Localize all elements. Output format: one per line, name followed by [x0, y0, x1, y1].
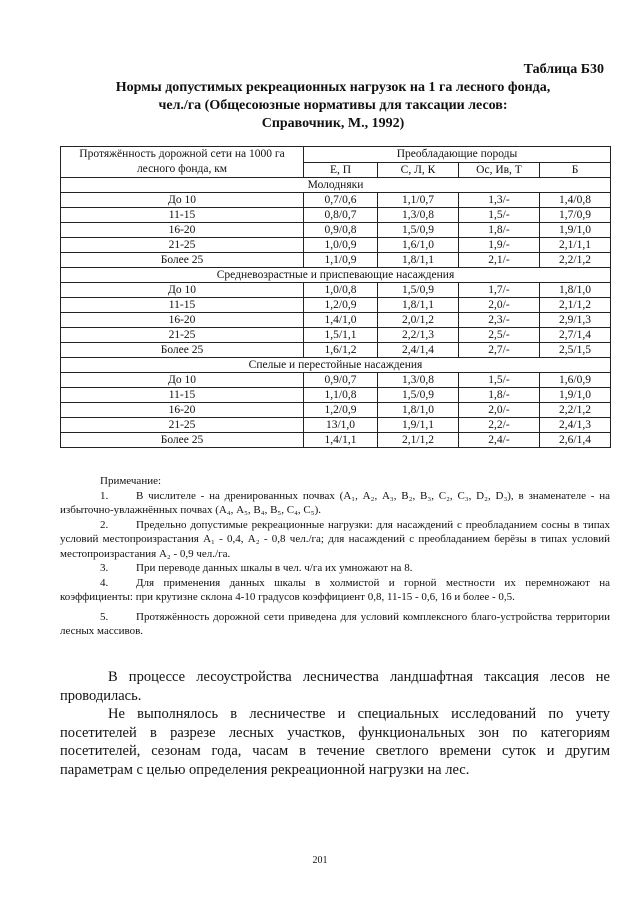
- species-header: Ос, Ив, Т: [459, 162, 540, 178]
- table-row: [61, 388, 611, 403]
- road-network-header: Протяжённость дорожной сети на 1000 га лесного фонда, км: [61, 147, 304, 178]
- load-value-cell: 1,4/1,0: [304, 313, 378, 328]
- road-density-cell: 11-15: [61, 388, 304, 403]
- load-value-cell: 1,6/0,9: [540, 373, 611, 388]
- load-value-cell: 1,6/1,0: [378, 238, 459, 253]
- load-value-cell: 2,5/1,5: [540, 343, 611, 358]
- load-value-cell: 1,6/1,2: [304, 343, 378, 358]
- load-value-cell: 1,1/0,9: [304, 253, 378, 268]
- load-value-cell: 1,9/1,0: [540, 223, 611, 238]
- table-row: [61, 418, 611, 433]
- road-density-cell: 16-20: [61, 403, 304, 418]
- note-text: Для применения данных шкалы в холмистой и горной местности их перемножают на коэффициенты: при крутизне склона 4-10 градусов коэффициент 0,8, 11-15 - 0,6, 16 и более - 0,5.: [60, 576, 610, 603]
- table-title: [108, 79, 558, 133]
- road-density-cell: Более 25: [61, 433, 304, 448]
- load-value-cell: 1,8/-: [459, 223, 540, 238]
- road-density-cell: Более 25: [61, 343, 304, 358]
- load-value-cell: 1,7/0,9: [540, 208, 611, 223]
- note-block: [60, 474, 610, 639]
- road-density-cell: До 10: [61, 193, 304, 208]
- load-value-cell: 1,8/-: [459, 388, 540, 403]
- page-number: 201: [312, 855, 328, 866]
- load-value-cell: 2,0/-: [459, 403, 540, 418]
- table-row: [61, 223, 611, 238]
- note-text: В числителе - на дренированных почвах (А₁, А₂, А₃, В₂, В₃, С₂, С₃, D₂, D₃), в знаменателе - на избыточно-увлажнённых почвах (А₄, А₅, В₄, В₅, С₄, С₅).: [60, 489, 610, 516]
- norms-table: [60, 146, 611, 448]
- load-value-cell: 1,3/-: [459, 193, 540, 208]
- road-density-cell: 16-20: [61, 223, 304, 238]
- title-line: чел./га (Общесоюзные нормативы для таксации лесов:: [158, 98, 508, 113]
- note-text: При переводе данных шкалы в чел. ч/га их умножают на 8.: [136, 562, 413, 574]
- note-number: 4.: [100, 576, 109, 589]
- road-density-cell: Более 25: [61, 253, 304, 268]
- load-value-cell: 1,9/1,1: [378, 418, 459, 433]
- title-line: Нормы допустимых рекреационных нагрузок на 1 га лесного фонда,: [115, 80, 551, 95]
- note-item: [60, 518, 610, 562]
- load-value-cell: 13/1,0: [304, 418, 378, 433]
- load-value-cell: 0,8/0,7: [304, 208, 378, 223]
- note-item: [60, 489, 610, 518]
- load-value-cell: 2,3/-: [459, 313, 540, 328]
- load-value-cell: 0,9/0,7: [304, 373, 378, 388]
- road-density-cell: 21-25: [61, 418, 304, 433]
- table-row: [61, 403, 611, 418]
- road-density-cell: 21-25: [61, 238, 304, 253]
- load-value-cell: 2,0/1,2: [378, 313, 459, 328]
- table-row: [61, 313, 611, 328]
- table-body: [61, 178, 611, 448]
- load-value-cell: 0,7/0,6: [304, 193, 378, 208]
- load-value-cell: 2,4/1,3: [540, 418, 611, 433]
- load-value-cell: 2,2/-: [459, 418, 540, 433]
- species-header: С, Л, К: [378, 162, 459, 178]
- table-label: Таблица Б30: [523, 62, 604, 77]
- species-header: Б: [540, 162, 611, 178]
- note-text: Протяжённость дорожной сети приведена для условий комплексного благо-устройства территории лесных массивов.: [60, 610, 610, 637]
- section-row: [61, 178, 611, 193]
- load-value-cell: 1,1/0,8: [304, 388, 378, 403]
- load-value-cell: 1,5/0,9: [378, 388, 459, 403]
- load-value-cell: 1,8/1,0: [540, 283, 611, 298]
- load-value-cell: 2,0/-: [459, 298, 540, 313]
- note-number: 3.: [100, 562, 109, 574]
- load-value-cell: 1,8/1,1: [378, 298, 459, 313]
- section-row: [61, 358, 611, 373]
- load-value-cell: 2,7/-: [459, 343, 540, 358]
- table-row: [61, 253, 611, 268]
- paragraph: В процессе лесоустройства лесничества ландшафтная таксация лесов не проводилась.: [60, 669, 610, 704]
- load-value-cell: 2,2/1,2: [540, 403, 611, 418]
- road-density-cell: 11-15: [61, 208, 304, 223]
- load-value-cell: 2,1/1,1: [540, 238, 611, 253]
- table-row: [61, 283, 611, 298]
- load-value-cell: 2,2/1,2: [540, 253, 611, 268]
- load-value-cell: 2,4/-: [459, 433, 540, 448]
- section-title: Средневозрастные и приспевающие насаждения: [61, 268, 611, 283]
- note-items: [60, 489, 610, 639]
- load-value-cell: 1,9/-: [459, 238, 540, 253]
- load-value-cell: 1,8/1,0: [378, 403, 459, 418]
- table-row: [61, 238, 611, 253]
- load-value-cell: 2,4/1,4: [378, 343, 459, 358]
- note-item: [60, 610, 610, 639]
- note-heading: Примечание:: [100, 475, 162, 487]
- load-value-cell: 2,1/1,2: [540, 298, 611, 313]
- note-item: [60, 561, 610, 576]
- load-value-cell: 2,9/1,3: [540, 313, 611, 328]
- road-density-cell: 16-20: [61, 313, 304, 328]
- note-item: [60, 576, 610, 605]
- load-value-cell: 2,7/1,4: [540, 328, 611, 343]
- table-row: [61, 433, 611, 448]
- section-title: Молодняки: [61, 178, 611, 193]
- load-value-cell: 1,1/0,7: [378, 193, 459, 208]
- load-value-cell: 1,9/1,0: [540, 388, 611, 403]
- load-value-cell: 1,0/0,9: [304, 238, 378, 253]
- load-value-cell: 1,5/0,9: [378, 223, 459, 238]
- load-value-cell: 1,3/0,8: [378, 373, 459, 388]
- load-value-cell: 1,5/-: [459, 208, 540, 223]
- body-text: [60, 668, 610, 779]
- load-value-cell: 2,1/-: [459, 253, 540, 268]
- load-value-cell: 2,5/-: [459, 328, 540, 343]
- note-number: 2.: [100, 518, 109, 531]
- section-row: [61, 268, 611, 283]
- load-value-cell: 1,5/-: [459, 373, 540, 388]
- table-row: [61, 298, 611, 313]
- load-value-cell: 1,7/-: [459, 283, 540, 298]
- load-value-cell: 1,3/0,8: [378, 208, 459, 223]
- note-text: Предельно допустимые рекреационные нагрузки: для насаждений с преобладанием сосны в типах условий местопроизрастания А₁ - 0,4, А₂ - 0,8 чел./га; для насаждений с преобладанием берёзы в типах условий местопроизрастания А₂ - 0,9 чел./га.: [60, 518, 610, 560]
- load-value-cell: 0,9/0,8: [304, 223, 378, 238]
- section-title: Спелые и перестойные насаждения: [61, 358, 611, 373]
- road-density-cell: До 10: [61, 373, 304, 388]
- road-density-cell: До 10: [61, 283, 304, 298]
- load-value-cell: 2,2/1,3: [378, 328, 459, 343]
- paragraph: Не выполнялось в лесничестве и специальных исследований по учету посетителей в разрезе лесных участков, функциональных зон по категориям посетителей, сезонам года, часам в течение светлого времени суток и другим параметрам с целью определения рекреационной нагрузки на лес.: [60, 706, 610, 778]
- load-value-cell: 1,2/0,9: [304, 298, 378, 313]
- road-density-cell: 11-15: [61, 298, 304, 313]
- species-group-header: Преобладающие породы: [304, 147, 611, 163]
- load-value-cell: 1,5/1,1: [304, 328, 378, 343]
- table-row: [61, 373, 611, 388]
- load-value-cell: 1,4/1,1: [304, 433, 378, 448]
- load-value-cell: 1,4/0,8: [540, 193, 611, 208]
- load-value-cell: 2,6/1,4: [540, 433, 611, 448]
- note-number: 5.: [100, 610, 109, 623]
- load-value-cell: 1,5/0,9: [378, 283, 459, 298]
- load-value-cell: 1,0/0,8: [304, 283, 378, 298]
- road-density-cell: 21-25: [61, 328, 304, 343]
- load-value-cell: 1,8/1,1: [378, 253, 459, 268]
- load-value-cell: 1,2/0,9: [304, 403, 378, 418]
- note-number: 1.: [100, 489, 109, 502]
- species-header: Е, П: [304, 162, 378, 178]
- title-line: Справочник, М., 1992): [261, 116, 405, 131]
- table-row: [61, 193, 611, 208]
- table-row: [61, 343, 611, 358]
- load-value-cell: 2,1/1,2: [378, 433, 459, 448]
- table-row: [61, 208, 611, 223]
- table-row: [61, 328, 611, 343]
